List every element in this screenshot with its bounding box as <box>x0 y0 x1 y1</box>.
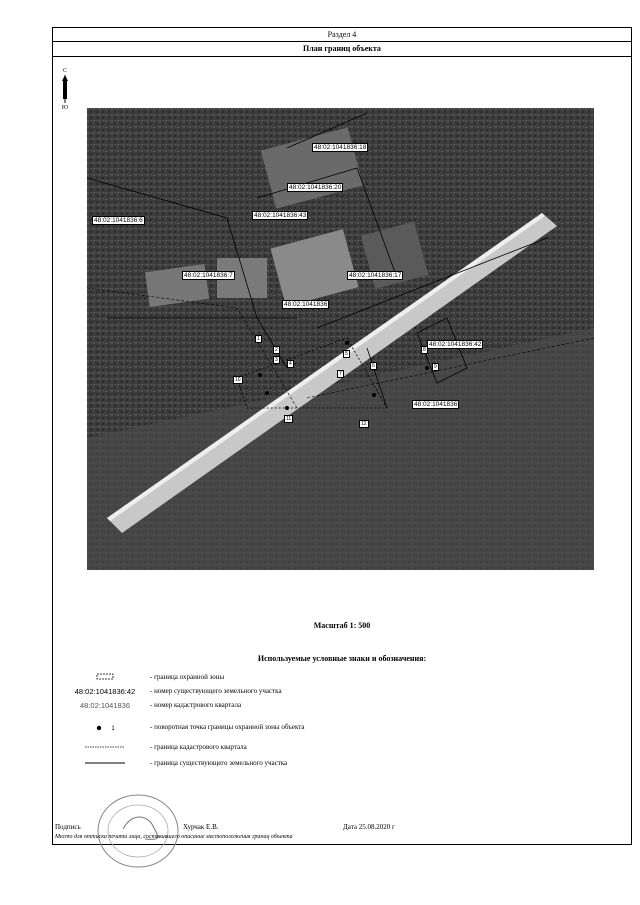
north-label: С <box>62 68 67 74</box>
turning-point-symbol <box>63 723 147 732</box>
parcel-label: 48:02:1041836:6 <box>94 217 143 224</box>
turning-point-label: 10 <box>235 377 241 383</box>
legend-text: - номер существующего земельного участка <box>150 687 282 695</box>
turning-point-label: 12 <box>361 421 367 427</box>
turning-point-label: 9 <box>434 364 437 370</box>
turning-point-label: 8 <box>423 347 426 353</box>
parcel-number-symbol: 48:02:1041836:42 <box>74 687 136 696</box>
legend-item <box>53 673 631 687</box>
legend-text: - поворотная точка границы охранной зоны объекта <box>150 723 305 731</box>
turning-point-number: 1 <box>111 726 115 732</box>
south-label: Ю <box>61 105 69 111</box>
signer-name: Хурчак Е.В. <box>183 823 219 831</box>
quarter-number-symbol: 48:02:1041836 <box>79 701 131 710</box>
turning-point-label: 7 <box>339 371 342 377</box>
seal-stamp <box>93 791 183 871</box>
quarter-label: 48:02:1041836 <box>284 301 328 308</box>
parcel-label: 48:02:1041836:42 <box>429 341 482 348</box>
turning-point-label: 1 <box>257 336 260 342</box>
parcel-label: 48:02:1041836:7 <box>184 272 233 279</box>
protection-zone-symbol <box>63 673 147 683</box>
legend-text: - граница кадастрового квартала <box>150 743 247 751</box>
satellite-map <box>87 108 594 570</box>
parcel-label: 48:02:1041836:18 <box>314 144 367 151</box>
map-drawing <box>87 108 594 570</box>
section-header: Раздел 4 <box>53 28 631 42</box>
seal-note-text: Место для оттиска печати лица, составившего описание местоположения границ объекта <box>55 834 293 840</box>
map-scale: Масштаб 1: 500 <box>313 621 371 630</box>
quarter-label: 48:02:1041836 <box>414 401 458 408</box>
north-arrow <box>59 68 71 118</box>
parcel-label: 48:02:1041836:17 <box>349 272 402 279</box>
sign-date: Дата 25.08.2020 г <box>343 823 395 831</box>
parcel-label: 48:02:1041836:43 <box>254 212 307 219</box>
turning-point-label: 5 <box>345 351 348 357</box>
signature-label: Подпись <box>55 823 81 831</box>
turning-point-label: 2 <box>275 347 278 353</box>
legend-item <box>53 701 631 715</box>
compass-arrow-icon <box>59 75 71 103</box>
legend-item <box>53 743 631 757</box>
turning-point-label: 4 <box>289 361 292 367</box>
quarter-boundary-symbol <box>63 743 147 752</box>
plan-title: План границ объекта <box>53 42 631 57</box>
turning-point-label: 3 <box>275 357 278 363</box>
parcel-label: 48:02:1041836:20 <box>289 184 342 191</box>
legend-text: - номер кадастрового квартала <box>150 701 242 709</box>
document-frame <box>52 27 632 845</box>
legend-item <box>53 759 631 773</box>
legend-text: - граница охранной зоны <box>150 673 225 681</box>
legend-title: Используемые условные знаки и обозначения: <box>257 654 427 663</box>
turning-point-label: 6 <box>372 363 375 369</box>
legend-text: - граница существующего земельного участка <box>150 759 288 767</box>
legend-item <box>53 687 631 701</box>
parcel-boundary-symbol <box>63 759 147 768</box>
legend-item <box>53 723 631 737</box>
turning-point-label: 11 <box>286 416 292 422</box>
